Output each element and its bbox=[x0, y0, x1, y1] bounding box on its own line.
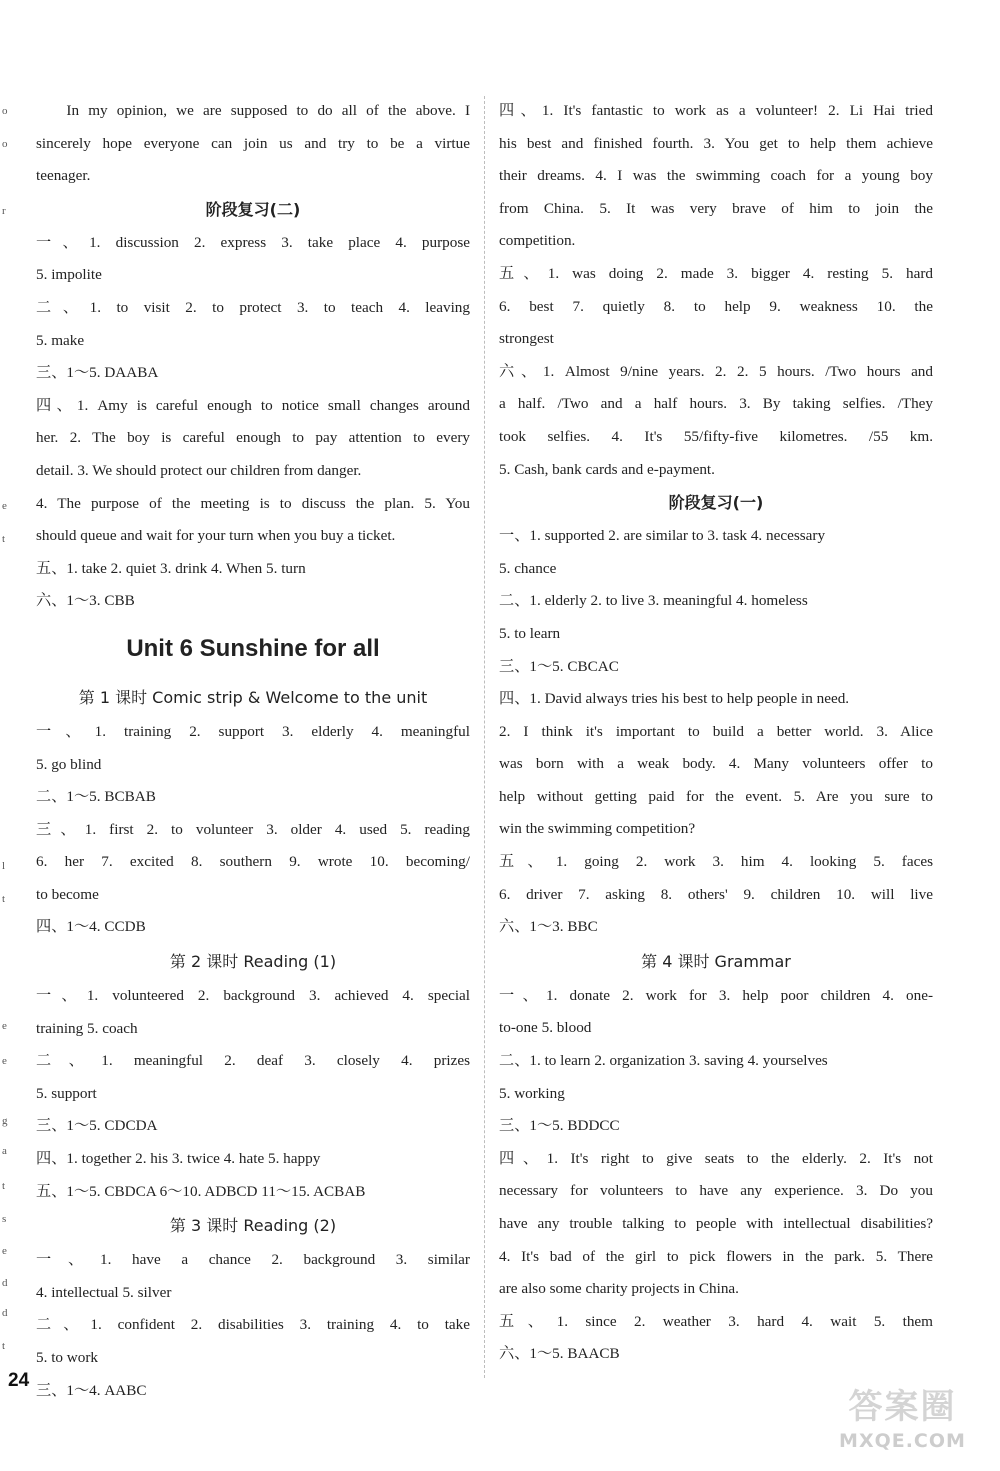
watermark-url: MXQE.COM bbox=[839, 1430, 966, 1452]
margin-char: t bbox=[2, 1180, 6, 1192]
answer-line: to become bbox=[36, 885, 99, 903]
answer-line: 六、1～3. BBC bbox=[499, 918, 598, 936]
margin-char: a bbox=[2, 1145, 7, 1157]
cropped-margin-text bbox=[0, 0, 14, 1400]
answer-line: 一、1. discussion 2. express 3. take place 4. purpose bbox=[36, 233, 470, 251]
watermark-logo bbox=[815, 1385, 990, 1465]
answer-line: 4. intellectual 5. silver bbox=[36, 1283, 172, 1301]
answer-line: 五、1. going 2. work 3. him 4. looking 5. faces bbox=[499, 853, 933, 871]
answer-line: their dreams. 4. I was the swimming coach for a young boy bbox=[499, 167, 933, 185]
answer-line: 2. I think it's important to build a better world. 3. Alice bbox=[499, 722, 933, 740]
answer-line: win the swimming competition? bbox=[499, 820, 696, 838]
answer-line: should queue and wait for your turn when you buy a ticket. bbox=[36, 527, 396, 545]
answer-line: 四、1. together 2. his 3. twice 4. hate 5. happy bbox=[36, 1150, 321, 1168]
margin-char: o bbox=[2, 138, 8, 150]
answer-line: 5. to work bbox=[36, 1349, 99, 1366]
answer-line: 四、1. It's fantastic to work as a volunteer! 2. Li Hai tried bbox=[499, 102, 933, 119]
answer-line: competition. bbox=[499, 232, 576, 250]
margin-char: o bbox=[2, 105, 8, 117]
answer-line: 二、1. to visit 2. to protect 3. to teach 4. leaving bbox=[36, 298, 470, 316]
answer-line: his best and finished fourth. 3. You get to help them achieve bbox=[499, 134, 933, 152]
answer-line: 二、1. meaningful 2. deaf 3. closely 4. prizes bbox=[36, 1052, 470, 1070]
answer-line: 四、1. Amy is careful enough to notice small changes around bbox=[36, 396, 470, 414]
answer-line: 五、1～5. CBDCA 6～10. ADBCD 11～15. ACBAB bbox=[36, 1182, 366, 1200]
answer-line: 二、1. to learn 2. organization 3. saving 4. yourselves bbox=[499, 1052, 828, 1070]
margin-char: e bbox=[2, 1245, 7, 1257]
margin-char: e bbox=[2, 1055, 7, 1067]
answer-line: 五、1. take 2. quiet 3. drink 4. When 5. turn bbox=[36, 559, 306, 577]
unit-title: Unit 6 Sunshine for all bbox=[126, 634, 380, 662]
answer-line: 一、1. training 2. support 3. elderly 4. meaningful bbox=[36, 722, 470, 740]
answer-line: In my opinion, we are supposed to do all of the above. I bbox=[66, 102, 470, 119]
answer-line: 二、1. elderly 2. to live 3. meaningful 4. homeless bbox=[499, 592, 808, 610]
left-column bbox=[36, 95, 470, 1407]
answer-line: 6. best 7. quietly 8. to help 9. weakness 10. the bbox=[499, 297, 933, 315]
answer-line: necessary for volunteers to have any experience. 3. Do you bbox=[499, 1182, 933, 1200]
answer-line: 四、1. It's right to give seats to the elderly. 2. It's not bbox=[499, 1149, 933, 1167]
margin-char: t bbox=[2, 893, 6, 905]
answer-line: 5. working bbox=[499, 1084, 565, 1102]
answer-line: 5. to learn bbox=[499, 624, 561, 642]
margin-char: t bbox=[2, 1340, 6, 1352]
answer-line: 三、1～4. AABC bbox=[36, 1381, 147, 1399]
answer-line: 5. support bbox=[36, 1084, 97, 1102]
answer-line: 四、1～4. CCDB bbox=[36, 918, 146, 936]
watermark-logo-text: 答案圈 bbox=[848, 1387, 957, 1427]
answer-line: to-one 5. blood bbox=[499, 1019, 592, 1037]
answer-line: 5. go blind bbox=[36, 755, 102, 773]
answer-line: teenager. bbox=[36, 167, 91, 185]
answer-line: help without getting paid for the event. 5. Are you sure to bbox=[499, 787, 933, 805]
margin-char: e bbox=[2, 500, 7, 512]
answer-line: detail. 3. We should protect our children from danger. bbox=[36, 461, 362, 479]
answer-line: 五、1. since 2. weather 3. hard 4. wait 5. them bbox=[499, 1312, 933, 1330]
answer-line: 三、1. first 2. to volunteer 3. older 4. used 5. reading bbox=[36, 820, 470, 838]
margin-char: d bbox=[2, 1307, 8, 1319]
answer-line: are also some charity projects in China. bbox=[499, 1280, 739, 1298]
answer-line: 三、1～5. CDCDA bbox=[36, 1117, 158, 1135]
answer-line: 一、1. donate 2. work for 3. help poor children 4. one- bbox=[499, 986, 933, 1004]
answer-line: have any trouble talking to people with intellectual disabilities? bbox=[499, 1215, 933, 1232]
answer-line: her. 2. The boy is careful enough to pay attention to every bbox=[36, 429, 470, 447]
margin-char: d bbox=[2, 1277, 8, 1289]
answer-line: 一、1. volunteered 2. background 3. achieved 4. special bbox=[36, 987, 470, 1005]
answer-line: 4. The purpose of the meeting is to discuss the plan. 5. You bbox=[36, 494, 470, 512]
answer-line: a half. /Two and a half hours. 3. By taking selfies. /They bbox=[499, 395, 933, 413]
answer-line: 5. impolite bbox=[36, 266, 102, 284]
answer-line: 六、1～5. BAACB bbox=[499, 1345, 620, 1363]
right-column bbox=[499, 95, 933, 1371]
margin-char: e bbox=[2, 1020, 7, 1032]
answer-line: 6. driver 7. asking 8. others' 9. children 10. will live bbox=[499, 885, 933, 903]
answer-line: 四、1. David always tries his best to help people in need. bbox=[499, 690, 850, 708]
answer-line: 4. It's bad of the girl to pick flowers in the park. 5. There bbox=[499, 1247, 933, 1265]
answer-line: 5. Cash, bank cards and e-payment. bbox=[499, 460, 715, 478]
answer-line: 六、1～3. CBB bbox=[36, 592, 135, 610]
answer-line: 二、1. confident 2. disabilities 3. training 4. to take bbox=[36, 1316, 470, 1334]
margin-char: r bbox=[2, 205, 6, 217]
page-number: 24 bbox=[8, 1370, 30, 1391]
answer-line: 六、1. Almost 9/nine years. 2. 2. 5 hours. /Two hours and bbox=[499, 362, 933, 380]
section-heading: 阶段复习(一) bbox=[668, 493, 764, 513]
answer-line: strongest bbox=[499, 330, 554, 348]
lesson-heading: 第 2 课时 Reading (1) bbox=[169, 952, 337, 972]
answer-line: 一、1. have a chance 2. background 3. similar bbox=[36, 1251, 470, 1269]
answer-line: 二、1～5. BCBAB bbox=[36, 788, 156, 806]
margin-char: l bbox=[2, 860, 6, 872]
margin-char: s bbox=[2, 1213, 7, 1225]
answer-line: 一、1. supported 2. are similar to 3. task 4. necessary bbox=[499, 527, 826, 545]
answer-line: 5. make bbox=[36, 331, 85, 349]
lesson-heading: 第 4 课时 Grammar bbox=[641, 951, 791, 971]
answer-line: was born with a weak body. 4. Many volunteers offer to bbox=[499, 755, 933, 773]
answer-line: 三、1～5. DAABA bbox=[36, 364, 159, 382]
answer-line: 6. her 7. excited 8. southern 9. wrote 10. becoming/ bbox=[36, 853, 470, 871]
margin-char: t bbox=[2, 533, 6, 545]
answer-line: 三、1～5. CBCAC bbox=[499, 657, 619, 675]
answer-line: 三、1～5. BDDCC bbox=[499, 1117, 620, 1135]
answer-line: training 5. coach bbox=[36, 1019, 138, 1037]
column-divider bbox=[484, 96, 485, 1378]
answer-line: 5. chance bbox=[499, 559, 557, 577]
answer-line: 五、1. was doing 2. made 3. bigger 4. resting 5. hard bbox=[499, 264, 933, 282]
margin-char: g bbox=[2, 1115, 8, 1127]
answer-line: from China. 5. It was very brave of him to join the bbox=[499, 199, 933, 217]
answer-line: sincerely hope everyone can join us and try to be a virtue bbox=[36, 134, 470, 152]
lesson-heading: 第 1 课时 Comic strip & Welcome to the unit bbox=[78, 687, 428, 707]
lesson-heading: 第 3 课时 Reading (2) bbox=[169, 1216, 337, 1236]
section-heading: 阶段复习(二) bbox=[205, 199, 301, 219]
answer-line: took selfies. 4. It's 55/fifty-five kilometres. /55 km. bbox=[499, 427, 933, 445]
